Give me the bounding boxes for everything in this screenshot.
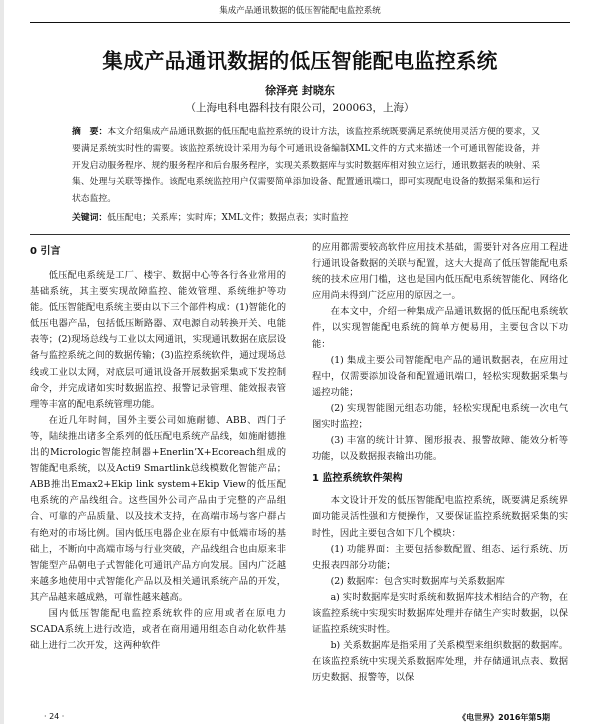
paragraph: 在近几年时间，国外主要公司如施耐德、ABB、西门子等，陆续推出诸多全系列的低压配电系统产品线，如施耐德推出的Micrologic智能控制器+Enerlin’X+Ecoreach组成的智能配电系统，以及Acti9 Smartlink总线模数化智能产品；ABB推出Emax2+Ekip link system+Ekip View的低压配电系统的产品线组合。这些国外公司产品由于完整的产品组合、可靠的产品质量、以及技术支持，在高端市场与客户群占有绝对的市场比例。国内低压电器企业在原有中低端市场的基础上，不断向中高端市场与行业突破，产品线组合也由原来非智能型产品朝电子式智能化可通讯产品方向发展。国内广泛越来越多地使用中式智能化产品以及相关通讯系统产品的开发，其产品越来越成熟，可靠性越来越高。 [30, 414, 286, 603]
list-item: (2) 实现智能图元组态功能，轻松实现配电系统一次电气图实时监控； [312, 402, 568, 431]
paragraph: 低压配电系统是工厂、楼宇、数据中心等各行各业常用的基础系统，其主要实现故障监控、能效管理、系统维护等功能。低压智能配电系统主要由以下三个部件构成：(1)智能化的低压电器产品，包括低压断路器、双电源自动转换开关、电能表等；(2)现场总线与工业以太网通讯，实现通讯数据在底层设备与监控系统之间的数据传输；(3)监控系统软件，通过现场总线或工业以太网，对底层可通讯设备开展数据采集或下发控制命令，并完成诸如实时数据监控、报警记录管理、能效报表管理等丰富的配电系统管理功能。 [30, 270, 286, 410]
list-item: (1) 集成主要公司智能配电产品的通讯数据表，在应用过程中，仅需要添加设备和配置通讯端口，轻松实现数据采集与遥控功能； [312, 354, 568, 398]
paragraph: 在本文中，介绍一种集成产品通讯数据的低压配电系统软件，以实现智能配电系统的简单方便易用，主要包含以下功能： [312, 306, 568, 350]
page-number: · 24 · [44, 712, 65, 721]
divider [30, 234, 570, 235]
section-heading-architecture: 1 监控系统软件架构 [312, 473, 403, 485]
list-item: a) 实时数据库是实时系统和数据库技术相结合的产物，在该监控系统中实现实时数据库处理并存储生产实时数据，以保证监控系统实时性。 [312, 591, 568, 636]
left-column [30, 244, 286, 654]
paper-title: 集成产品通讯数据的低压智能配电监控系统 [102, 49, 498, 73]
keywords-text: 低压配电；关系库；实时库；XML文件；数据点表；实时监控 [107, 213, 349, 223]
paragraph: 本文设计开发的低压智能配电监控系统，既要满足系统界面功能灵活性强和方便操作，又要保证监控系统数据采集的实时性，因此主要包含如下几个模块： [312, 495, 568, 539]
paragraph: 国内低压智能配电监控系统软件的应用或者在原电力SCADA系统上进行改造，或者在商用通用组态自动化软件基础上进行二次开发，这两种软件 [30, 607, 286, 652]
abstract-text: 本文介绍集成产品通讯数据的低压配电监控系统的设计方法，该监控系统既要满足系统使用灵活方便的要求，又要满足系统实时性的需要。该监控系统设计采用为每个可通讯设备编制XML文件的方式来描述一个可通讯智能设备，并开发启动服务程序、规约服务程序和后台服务程序，实现关系数据库与实时数据库相对独立运行，通讯数据表的映射、采集、处理与关联等操作。该配电系统监控用户仅需要简单添加设备、配置通讯端口，即可实现配电设备的数据采集和运行状态监控。 [72, 127, 540, 205]
journal-name: 《电世界》2016年第5期 [458, 713, 550, 722]
authors: 徐泽亮 封晓东 [265, 84, 335, 97]
right-column [312, 240, 568, 686]
keywords-label: 关键词： [72, 213, 108, 223]
list-item: (1) 功能界面：主要包括参数配置、组态、运行系统、历史报表四部分功能； [312, 543, 568, 571]
list-item: (2) 数据库：包含实时数据库与关系数据库 [330, 575, 505, 587]
list-item: (3) 丰富的统计计算、图形报表、报警故障、能效分析等功能，以及数据报表输出功能。 [312, 435, 568, 463]
paragraph: 的应用都需要较高软件应用技术基础，需要针对各应用工程进行通讯设备数据的关联与配置，这大大提高了低压智能配电系统的技术应用门槛，这也是国内低压配电系统智能化、网络化应用尚未得到广泛应用的原因之一。 [312, 242, 568, 302]
affiliation: （上海电科电器科技有限公司，200063，上海） [185, 102, 415, 114]
abstract [72, 124, 540, 208]
running-header [30, 2, 570, 23]
running-header-text: 集成产品通讯数据的低压智能配电监控系统 [219, 6, 381, 16]
abstract-label: 摘 要： [72, 127, 108, 137]
scan-edge [0, 0, 4, 724]
list-item: b) 关系数据库是指采用了关系模型来组织数据的数据库。在该监控系统中实现关系数据库处理，并存储通讯点表、数据历史数据、报警等，以保 [312, 640, 568, 684]
section-heading-intro: 0 引言 [30, 246, 61, 257]
keywords [72, 211, 540, 225]
